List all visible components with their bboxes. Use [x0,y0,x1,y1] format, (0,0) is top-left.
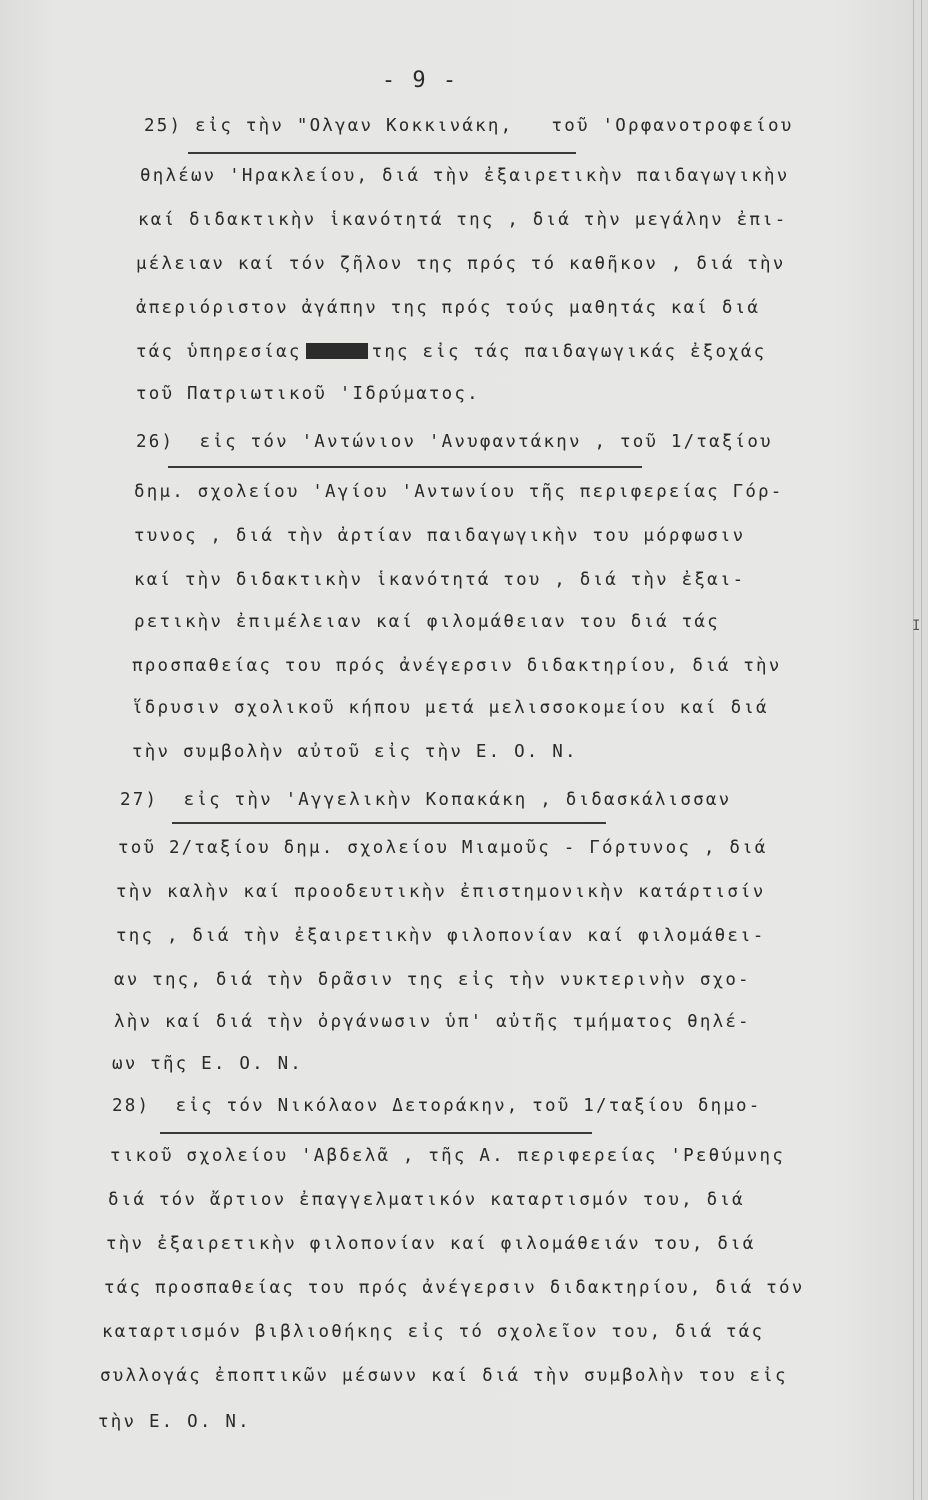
entry-25-line-6-tail: της εἰς τάς παιδαγωγικάς ἐξοχάς [371,342,767,362]
entry-28-underline [160,1132,592,1134]
entry-25-line-6 [136,342,766,362]
entry-28-line-1: 28) εἰς τόν Νικόλαον Δετοράκην, τοῦ 1/ταξίου δημο- [112,1096,762,1116]
entry-25-line-4: μέλειαν καί τόν ζῆλον της πρός τό καθῆκον , διά τὴν [136,254,786,274]
entry-25-line-1: 25) εἰς τὴν "Ολγαν Κοκκινάκη, τοῦ 'Ορφανοτροφείου [144,116,794,136]
entry-26-line-7: ἵδρυσιν σχολικοῦ κήπου μετά μελισσοκομείου καί διά [132,698,769,718]
entry-27-line-2: τοῦ 2/ταξίου δημ. σχολείου Μιαμοῦς - Γόρτυνος , διά [118,838,768,858]
entry-26-line-8: τὴν συμβολὴν αὐτοῦ εἰς τὴν Ε. Ο. Ν. [132,742,578,762]
entry-26-line-4: καί τὴν διδακτικὴν ἱκανότητά του , διά τὴν ἐξαι- [134,570,746,590]
margin-mark: I [912,618,921,634]
entry-28-line-4: τὴν ἐξαιρετικὴν φιλοπονίαν καί φιλομάθειάν του, διά [106,1234,756,1254]
entry-27-line-6: λὴν καί διά τὴν ὀργάνωσιν ὑπ' αὐτῆς τμήματος θηλέ- [114,1012,751,1032]
entry-27-line-5: αν της, διά τὴν δρᾶσιν της εἰς τὴν νυκτερινὴν σχο- [114,970,751,990]
entry-25-line-3: καί διδακτικὴν ἱκανότητά της , διά τὴν μεγάλην ἐπι- [138,210,788,230]
entry-26-underline [168,466,642,468]
redaction-mark [306,343,368,359]
entry-27-line-3: τὴν καλὴν καί προοδευτικὴν ἐπιστημονικὴν κατάρτισίν [116,882,766,902]
entry-25-line-2: θηλέων 'Ηρακλείου, διά τὴν ἐξαιρετικὴν παιδαγωγικὴν [140,166,790,186]
page-number: - 9 - [381,68,459,93]
entry-28-line-7: συλλογάς ἐποπτικῶν μέσωνν καί διά τὴν συμβολὴν του εἰς [100,1366,788,1386]
entry-25-line-7: τοῦ Πατριωτικοῦ 'Ιδρύματος. [136,384,480,404]
entry-25-line-5: ἀπεριόριστον ἀγάπην της πρός τούς μαθητάς καί διά [136,298,761,318]
entry-26-line-3: τυνος , διά τὴν ἀρτίαν παιδαγωγικὴν του μόρφωσιν [134,526,746,546]
entry-28-line-2: τικοῦ σχολείου 'Αβδελᾶ , τῆς Α. περιφερείας 'Ρεθύμνης [110,1146,786,1166]
entry-25-underline [188,152,576,154]
entry-28-line-6: καταρτισμόν βιβλιοθήκης εἰς τό σχολεῖον του, διά τάς [102,1322,765,1342]
entry-26-line-1: 26) εἰς τόν 'Αντώνιον 'Ανυφαντάκην , τοῦ 1/ταξίου [136,432,773,452]
entry-26-line-5: ρετικὴν ἐπιμέλειαν καί φιλομάθειαν του διά τάς [134,612,720,632]
entry-27-line-1: 27) εἰς τὴν 'Αγγελικὴν Κοπακάκη , διδασκάλισσαν [120,790,732,810]
entry-25-line-6-head: τάς ὑπηρεσίας [136,342,302,362]
entry-28-line-8: τὴν Ε. Ο. Ν. [98,1412,251,1432]
entry-28-line-3: διά τόν ἄρτιον ἐπαγγελματικόν καταρτισμόν του, διά [108,1190,745,1210]
page-edge-line [921,0,922,1500]
entry-26-line-6: προσπαθείας του πρός ἀνέγερσιν διδακτηρίου, διά τὴν [132,656,782,676]
entry-27-line-7: ων τῆς Ε. Ο. Ν. [112,1054,304,1074]
page-edge-line [913,0,914,1500]
entry-27-underline [172,822,606,824]
entry-28-line-5: τάς προσπαθείας του πρός ἀνέγερσιν διδακτηρίου, διά τόν [104,1278,805,1298]
entry-27-line-4: της , διά τὴν ἐξαιρετικὴν φιλοπονίαν καί φιλομάθει- [116,926,766,946]
entry-26-line-2: δημ. σχολείου 'Αγίου 'Αντωνίου τῆς περιφερείας Γόρ- [134,482,784,502]
